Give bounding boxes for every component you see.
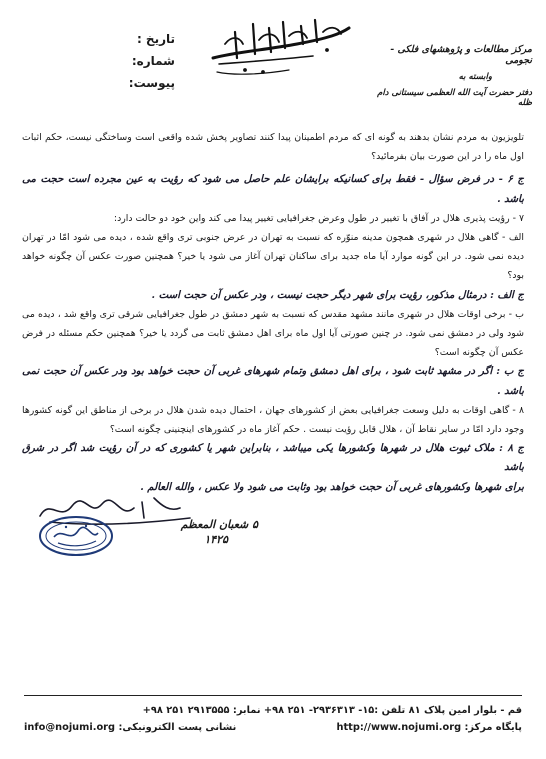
footer-divider: [24, 695, 522, 696]
website-link[interactable]: http://www.nojumi.org: [336, 722, 462, 733]
footer-email-group: [24, 719, 236, 736]
seal-stamp-icon: [36, 513, 116, 559]
letter-body: [22, 128, 524, 497]
date-handwritten: [108, 518, 258, 546]
letter-meta: [95, 28, 175, 94]
question-7-be: ب - برخی اوقات هلال در شهری مانند مشهد مقدس که نسبت به شهر دمشق در طول جغرافیایی شرقی تری واقع شد ، دیده می شود ولی در دمشق نمی شود. در چنین صورتی آیا اول ماه برای اهل دمشق ثابت می گردد یا خیر؟ همچنین حکم مسئله در فرض عکس آن چگونه است؟: [22, 308, 524, 359]
date-hijri: ۵ شعبان المعظم: [180, 518, 258, 531]
organization-header: [367, 44, 532, 108]
intro-paragraph: تلویزیون به مردم نشان بدهند به گونه ای که مردم اطمینان پیدا کنند تصاویر پخش شده واقعی است وساختگی نیست، حکم اثبات اول ماه را در این صورت بیان بفرمائید؟: [22, 132, 524, 163]
question-7-alef: الف - گاهی هلال در شهری همچون مدینه منوّره که نسبت به تهران در عرض جنوبی تری واقع شده ، دیده می شود امّا در تهران دیده نمی شود. در این گونه موارد آیا ماه جدید برای ساکنان تهران آغاز می شود یا خیر؟ همچنین صورت عکس آن چگونه خواهد بود؟: [22, 232, 524, 282]
footer-address: قم - بلوار امین پلاک ۸۱ تلفن :۱۵- ۲۹۳۶۳۱۳- ۲۵۱ ۹۸+ نمابر: ۲۹۱۳۵۵۵ ۲۵۱ ۹۸+: [142, 705, 522, 716]
answer-7-be: ج ب : اگر در مشهد ثابت شود ، برای اهل دمشق وتمام شهرهای غربی آن حجت خواهد بود ودر عکس آن حجت نمی باشد .: [22, 365, 524, 397]
question-8: ۸ - گاهی اوقات به دلیل وسعت جغرافیایی بعض از کشورهای جهان ، احتمال دیده شدن هلال در برخی از مناطق این گونه کشورها وجود دارد امّا در سایر نقاط آن ، هلال قابل رؤیت نیست . حکم آغاز ماه در کشورهای اینچنینی چگونه است؟: [22, 404, 524, 436]
question-7-title: ۷ - رؤیت پذیری هلال در آفاق با تغییر در طول وعرض جغرافیایی تغییر پیدا می کند واین خود دو حالت دارد:: [113, 212, 524, 224]
answer-6: ج ۶ - در فرض سؤال - فقط برای کسانیکه برایشان علم حاصل می شود که رؤیت به عین مجرده است حجت می باشد .: [22, 173, 524, 205]
answer-7-alef: ج الف : درمثال مذکور، رؤیت برای شهر دیگر حجت نیست ، ودر عکس آن حجت است .: [151, 288, 524, 301]
org-office: دفتر حضرت آیت الله العظمی سیستانی دام ظله: [377, 88, 532, 108]
email-label: نشانی پست الکترونیکی:: [118, 722, 237, 733]
bismillah-calligraphy-icon: [205, 14, 355, 84]
footer: [24, 702, 522, 736]
org-affiliation: وابسته به: [458, 72, 492, 82]
answer-8-line2: برای شهرها وکشورهای غربی آن حجت خواهد بود وثابت می شود ولا عکس ، والله العالم .: [140, 480, 524, 493]
answer-8-line1: ج ۸ : ملاک ثبوت هلال در شهرها وکشورها یکی میباشد ، بنابراین شهر یا کشوری که در آن رؤیت شد اگر در شرق باشد: [22, 442, 524, 474]
email-link[interactable]: info@nojumi.org: [24, 722, 116, 733]
org-name: مرکز مطالعات و پژوهشهای فلکی - نجومی: [390, 44, 532, 66]
date-label: تاریخ :: [136, 32, 175, 46]
date-year: ۱۴۲۵: [204, 533, 228, 546]
footer-contact-row: [24, 719, 522, 736]
attachment-label: پیوست:: [128, 76, 175, 90]
footer-website-group: [337, 719, 522, 736]
website-label: پایگاه مرکز:: [464, 722, 522, 733]
number-label: شماره:: [131, 54, 175, 68]
